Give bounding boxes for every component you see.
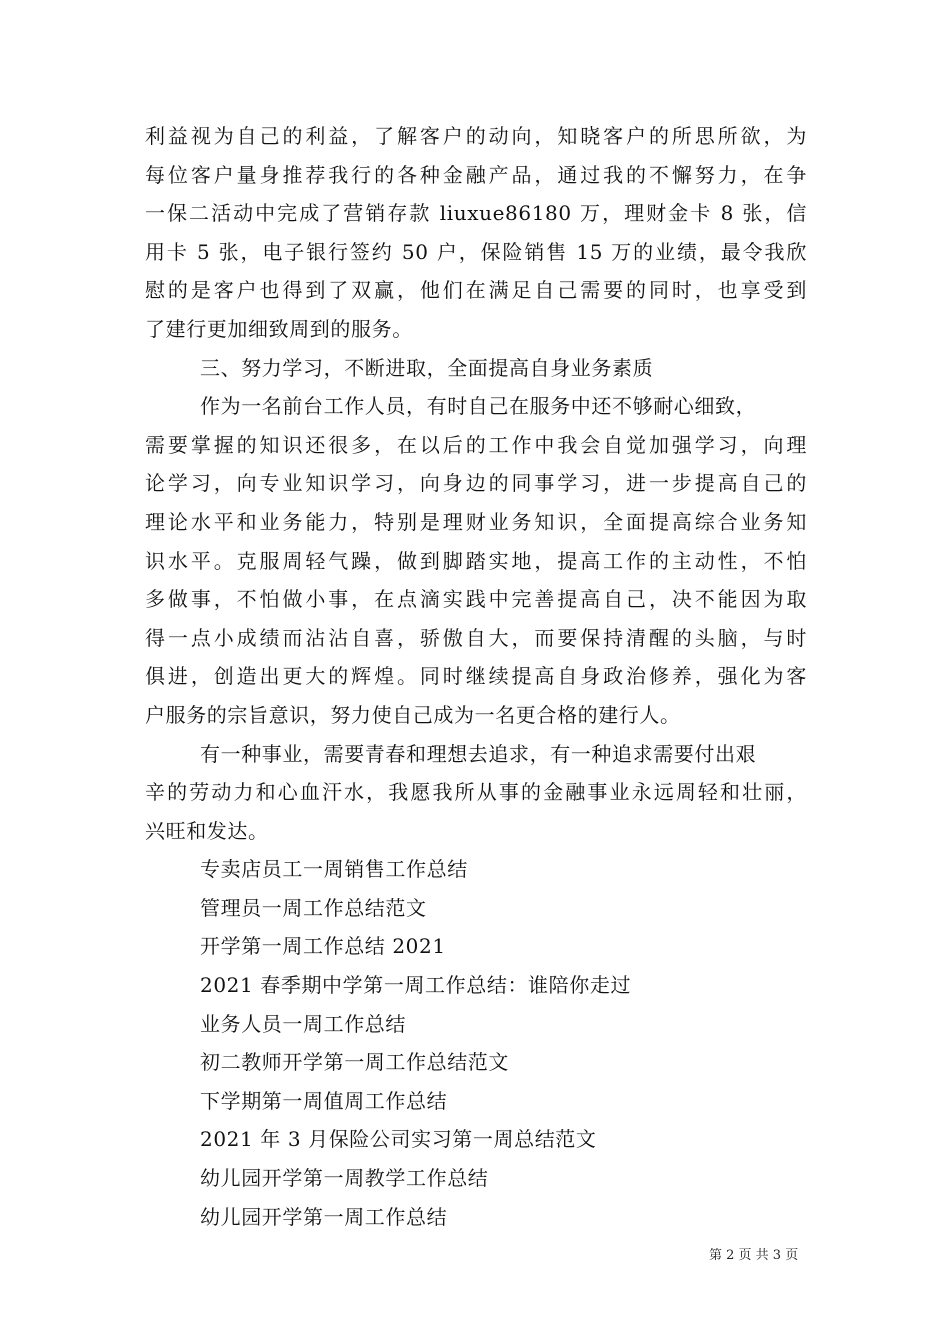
text-line: 一保二活动中完成了营销存款 liuxue86180 万，理财金卡 8 张，信 — [145, 201, 807, 226]
text-line: 多做事，不怕做小事，在点滴实践中完善提高自己，决不能因为取 — [145, 587, 807, 612]
related-links-list — [145, 850, 807, 1236]
paragraph-study — [145, 387, 807, 734]
related-link[interactable]: 2021 年 3 月保险公司实习第一周总结范文 — [200, 1127, 597, 1152]
text-line: 识水平。克服周轻气躁，做到脚踏实地，提高工作的主动性，不怕 — [145, 548, 807, 573]
related-link[interactable]: 初二教师开学第一周工作总结范文 — [200, 1050, 509, 1075]
related-link[interactable]: 下学期第一周值周工作总结 — [200, 1088, 448, 1113]
related-link[interactable]: 业务人员一周工作总结 — [200, 1011, 406, 1036]
text-line: 辛的劳动力和心血汗水，我愿我所从事的金融事业永远周轻和壮丽， — [145, 780, 807, 805]
section-heading: 三、努力学习，不断进取，全面提高自身业务素质 — [200, 355, 654, 380]
text-line: 了建行更加细致周到的服务。 — [145, 316, 413, 341]
related-link[interactable]: 管理员一周工作总结范文 — [200, 895, 427, 920]
text-line: 理论水平和业务能力，特别是理财业务知识，全面提高综合业务知 — [145, 509, 807, 534]
related-link[interactable]: 幼儿园开学第一周工作总结 — [200, 1204, 448, 1229]
text-line: 慰的是客户也得到了双赢，他们在满足自己需要的同时，也享受到 — [145, 278, 807, 303]
text-line: 户服务的宗旨意识，努力使自己成为一名更合格的建行人。 — [145, 702, 681, 727]
paragraph-achievements — [145, 117, 807, 349]
related-link[interactable]: 幼儿园开学第一周教学工作总结 — [200, 1166, 489, 1191]
text-line: 作为一名前台工作人员，有时自己在服务中还不够耐心细致， — [200, 394, 757, 419]
text-line: 有一种事业，需要青春和理想去追求，有一种追求需要付出艰 — [200, 741, 757, 766]
related-link[interactable]: 2021 春季期中学第一周工作总结：谁陪你走过 — [200, 973, 632, 998]
text-line: 兴旺和发达。 — [145, 818, 269, 843]
text-line: 论学习，向专业知识学习，向身边的同事学习，进一步提高自己的 — [145, 471, 807, 496]
text-line: 利益视为自己的利益，了解客户的动向，知晓客户的所思所欲，为 — [145, 124, 807, 148]
text-line: 得一点小成绩而沾沾自喜，骄傲自大，而要保持清醒的头脑，与时 — [145, 625, 807, 650]
related-link[interactable]: 专卖店员工一周销售工作总结 — [200, 857, 468, 882]
related-link[interactable]: 开学第一周工作总结 2021 — [200, 934, 446, 959]
text-line: 每位客户量身推荐我行的各种金融产品，通过我的不懈努力，在争 — [145, 162, 807, 187]
document-body — [145, 117, 807, 1236]
text-line: 用卡 5 张，电子银行签约 50 户，保险销售 15 万的业绩，最令我欣 — [145, 239, 807, 264]
text-line: 俱进，创造出更大的辉煌。同时继续提高自身政治修养，强化为客 — [145, 664, 807, 689]
page-number: 第 2 页 共 3 页 — [709, 1248, 799, 1263]
text-line: 需要掌握的知识还很多，在以后的工作中我会自觉加强学习，向理 — [145, 432, 807, 457]
paragraph-closing — [145, 735, 807, 851]
